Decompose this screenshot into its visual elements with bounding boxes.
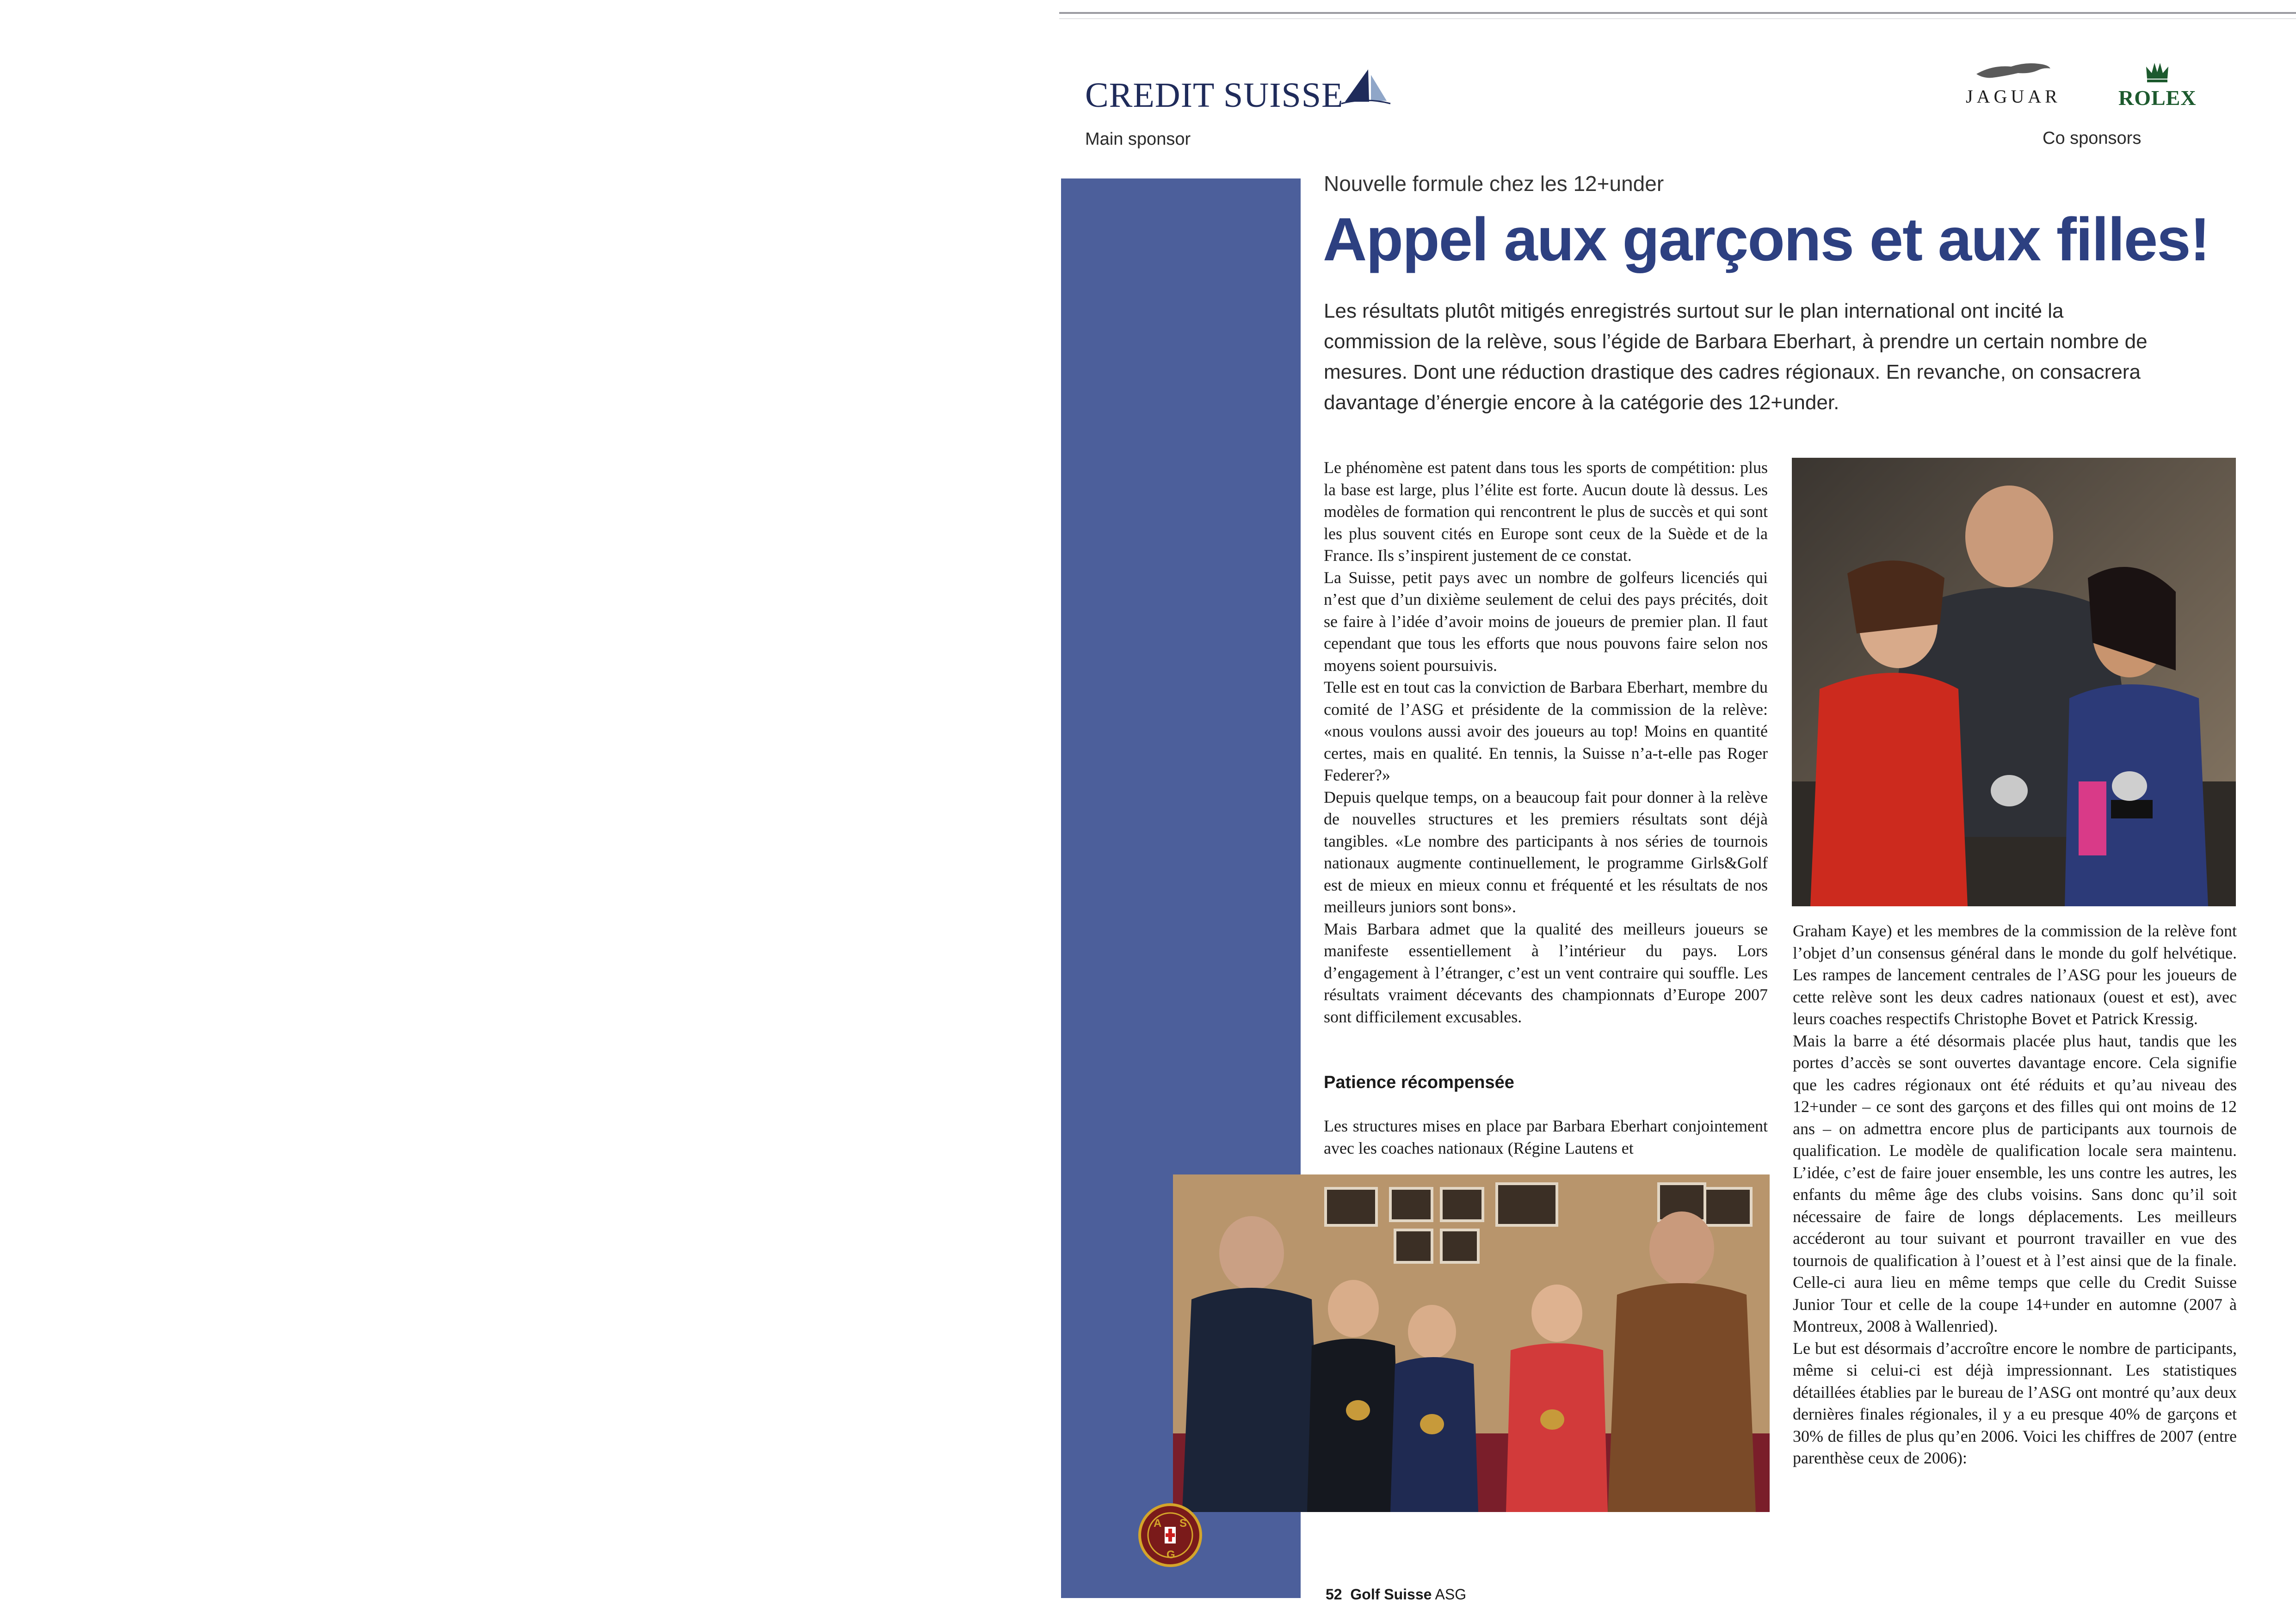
credit-suisse-wordmark: CREDIT SUISSE bbox=[1085, 76, 1344, 115]
paragraph: Le but est désormais d’accroître encore le nombre de participants, même si celui-ci est déjà impressionnant. Les statistiques détaillées établies par le bureau de l’ASG ont montré qu’aux deux dernières finales régionales, il y a eu presque 40% de garçons et 30% de filles de plus qu’en 2006. Voici les chiffres de 2007 (entre parenthèse ceux de 2006): bbox=[1793, 1339, 2237, 1467]
leaping-jaguar-icon bbox=[1974, 55, 2053, 83]
article-title: Appel aux garçons et aux filles! bbox=[1323, 205, 2210, 273]
seal-letter-a: A bbox=[1154, 1517, 1162, 1530]
photo-illustration bbox=[1173, 1174, 1770, 1512]
top-rule-thin bbox=[1059, 18, 2296, 19]
magazine-org: ASG bbox=[1435, 1586, 1467, 1603]
body-column-1-continued bbox=[1324, 1115, 1768, 1159]
paragraph: Les structures mises en place par Barbara Eberhart conjointement avec les coaches nationaux (Régine Lautens et bbox=[1324, 1117, 1768, 1157]
magazine-name: Golf Suisse bbox=[1350, 1586, 1432, 1603]
article-lead: Les résultats plutôt mitigés enregistrés surtout sur le plan international ont incité la commission de la relève, sous l’égide de Barbara Eberhart, à prendre un certain nombre de mesures. Dont une réduction drastique des cadres régionaux. En revanche, on consacrera davantage d’énergie encore à la catégorie des 12+under. bbox=[1324, 300, 2148, 414]
seal-letter-s: S bbox=[1179, 1517, 1187, 1530]
article-kicker: Nouvelle formule chez les 12+under bbox=[1324, 172, 1664, 196]
rolex-logo bbox=[2118, 60, 2197, 110]
paragraph: Le phénomène est patent dans tous les sports de compétition: plus la base est large, plus l’élite est forte. Aucun doute là dessus. Les modèles de formation qui rencontrent le plus de succès et qui sont les plus souvent cités en Europe sont ceux de la Suède et de la France. Ils s’inspirent justement de ce constat. bbox=[1324, 458, 1768, 565]
paragraph: Telle est en tout cas la conviction de Barbara Eberhart, membre du comité de l’ASG et présidente de la commission de la relève: «nous voulons aussi avoir des joueurs au top! Moins en quantité certes, mais en qualité. En tennis, la Suisse n’a-t-elle pas Roger Federer?» bbox=[1324, 678, 1768, 784]
body-column-1 bbox=[1324, 457, 1768, 1028]
paragraph: Graham Kaye) et les membres de la commission de la relève font l’objet d’un consensus général dans le monde du golf helvétique. Les rampes de lancement centrales de l’ASG pour les joueurs de cette relève sont les deux cadres nationaux (ouest et est), avec leurs coaches respectifs Christophe Bovet et Patrick Kressig. bbox=[1793, 922, 2237, 1028]
photo-boys-with-trophies bbox=[1173, 1174, 1770, 1512]
photo-illustration bbox=[1792, 458, 2236, 906]
credit-suisse-logo bbox=[1085, 65, 1391, 116]
paragraph: Mais la barre a été désormais placée plus haut, tandis que les portes d’accès se sont ouvertes davantage encore. Cela signifie que les cadres régionaux ont été réduits et qu’au niveau des 12+under – ce sont des garçons et des filles qui ont moins de 12 ans – on admettra encore plus de participants aux tournois de qualification. Le modèle de qualification locale sera maintenu. L’idée, c’est de faire jouer ensemble, les uns contre les autres, les enfants du même âge des clubs voisins. Sans donc qu’il soit nécessaire de faire de longs déplacements. Les meilleurs accéderont au tour suivant et pourront travailler en vue des tournois de qualification à l’ouest et à l’est ainsi que de la finale. Celle-ci aura lieu en même temps que celle du Credit Suisse Junior Tour et celle de la coupe 14+under en automne (2007 à Montreux, 2008 à Wallenried). bbox=[1793, 1031, 2237, 1335]
sail-icon bbox=[1340, 65, 1391, 106]
main-sponsor-label: Main sponsor bbox=[1085, 129, 1191, 149]
seal-letter-g: G bbox=[1167, 1549, 1175, 1561]
asg-seal-icon bbox=[1138, 1503, 1203, 1568]
paragraph: Depuis quelque temps, on a beaucoup fait pour donner à la relève de nouvelles structures et les premiers résultats sont déjà tangibles. «Le nombre des participants à nos séries de tournois nationaux augmente continuellement, le programme Girls&Golf est de mieux en mieux connu et fréquenté et les résultats de nos meilleurs juniors sont bons». bbox=[1324, 787, 1768, 916]
section-subhead: Patience récompensée bbox=[1324, 1073, 1514, 1092]
body-column-2 bbox=[1793, 920, 2237, 1469]
co-sponsors-label: Co sponsors bbox=[2043, 129, 2142, 148]
jaguar-wordmark: JAGUAR bbox=[1966, 86, 2061, 107]
jaguar-logo bbox=[1966, 55, 2061, 107]
page-footer bbox=[1326, 1586, 1466, 1603]
paragraph: La Suisse, petit pays avec un nombre de golfeurs licenciés qui n’est que d’un dixième seulement de celui des pays précités, doit se faire à l’idée d’avoir moins de joueurs de premier plan. Il faut cependant que tous les efforts que nous pouvons faire selon nos moyens soient poursuivis. bbox=[1324, 568, 1768, 675]
photo-coach-with-girls bbox=[1792, 458, 2236, 906]
paragraph: Mais Barbara admet que la qualité des meilleurs joueurs se manifeste essentiellement à l’intérieur du pays. Lors d’engagement à l’étranger, c’est un vent contraire qui souffle. Les résultats vraiment décevants des championnats d’Europe 2007 sont difficilement excusables. bbox=[1324, 919, 1768, 1026]
crown-icon bbox=[2143, 60, 2171, 83]
top-rule bbox=[1059, 12, 2296, 14]
asg-seal bbox=[1138, 1503, 1203, 1568]
page-number: 52 bbox=[1326, 1586, 1342, 1603]
rolex-wordmark: ROLEX bbox=[2118, 86, 2197, 110]
